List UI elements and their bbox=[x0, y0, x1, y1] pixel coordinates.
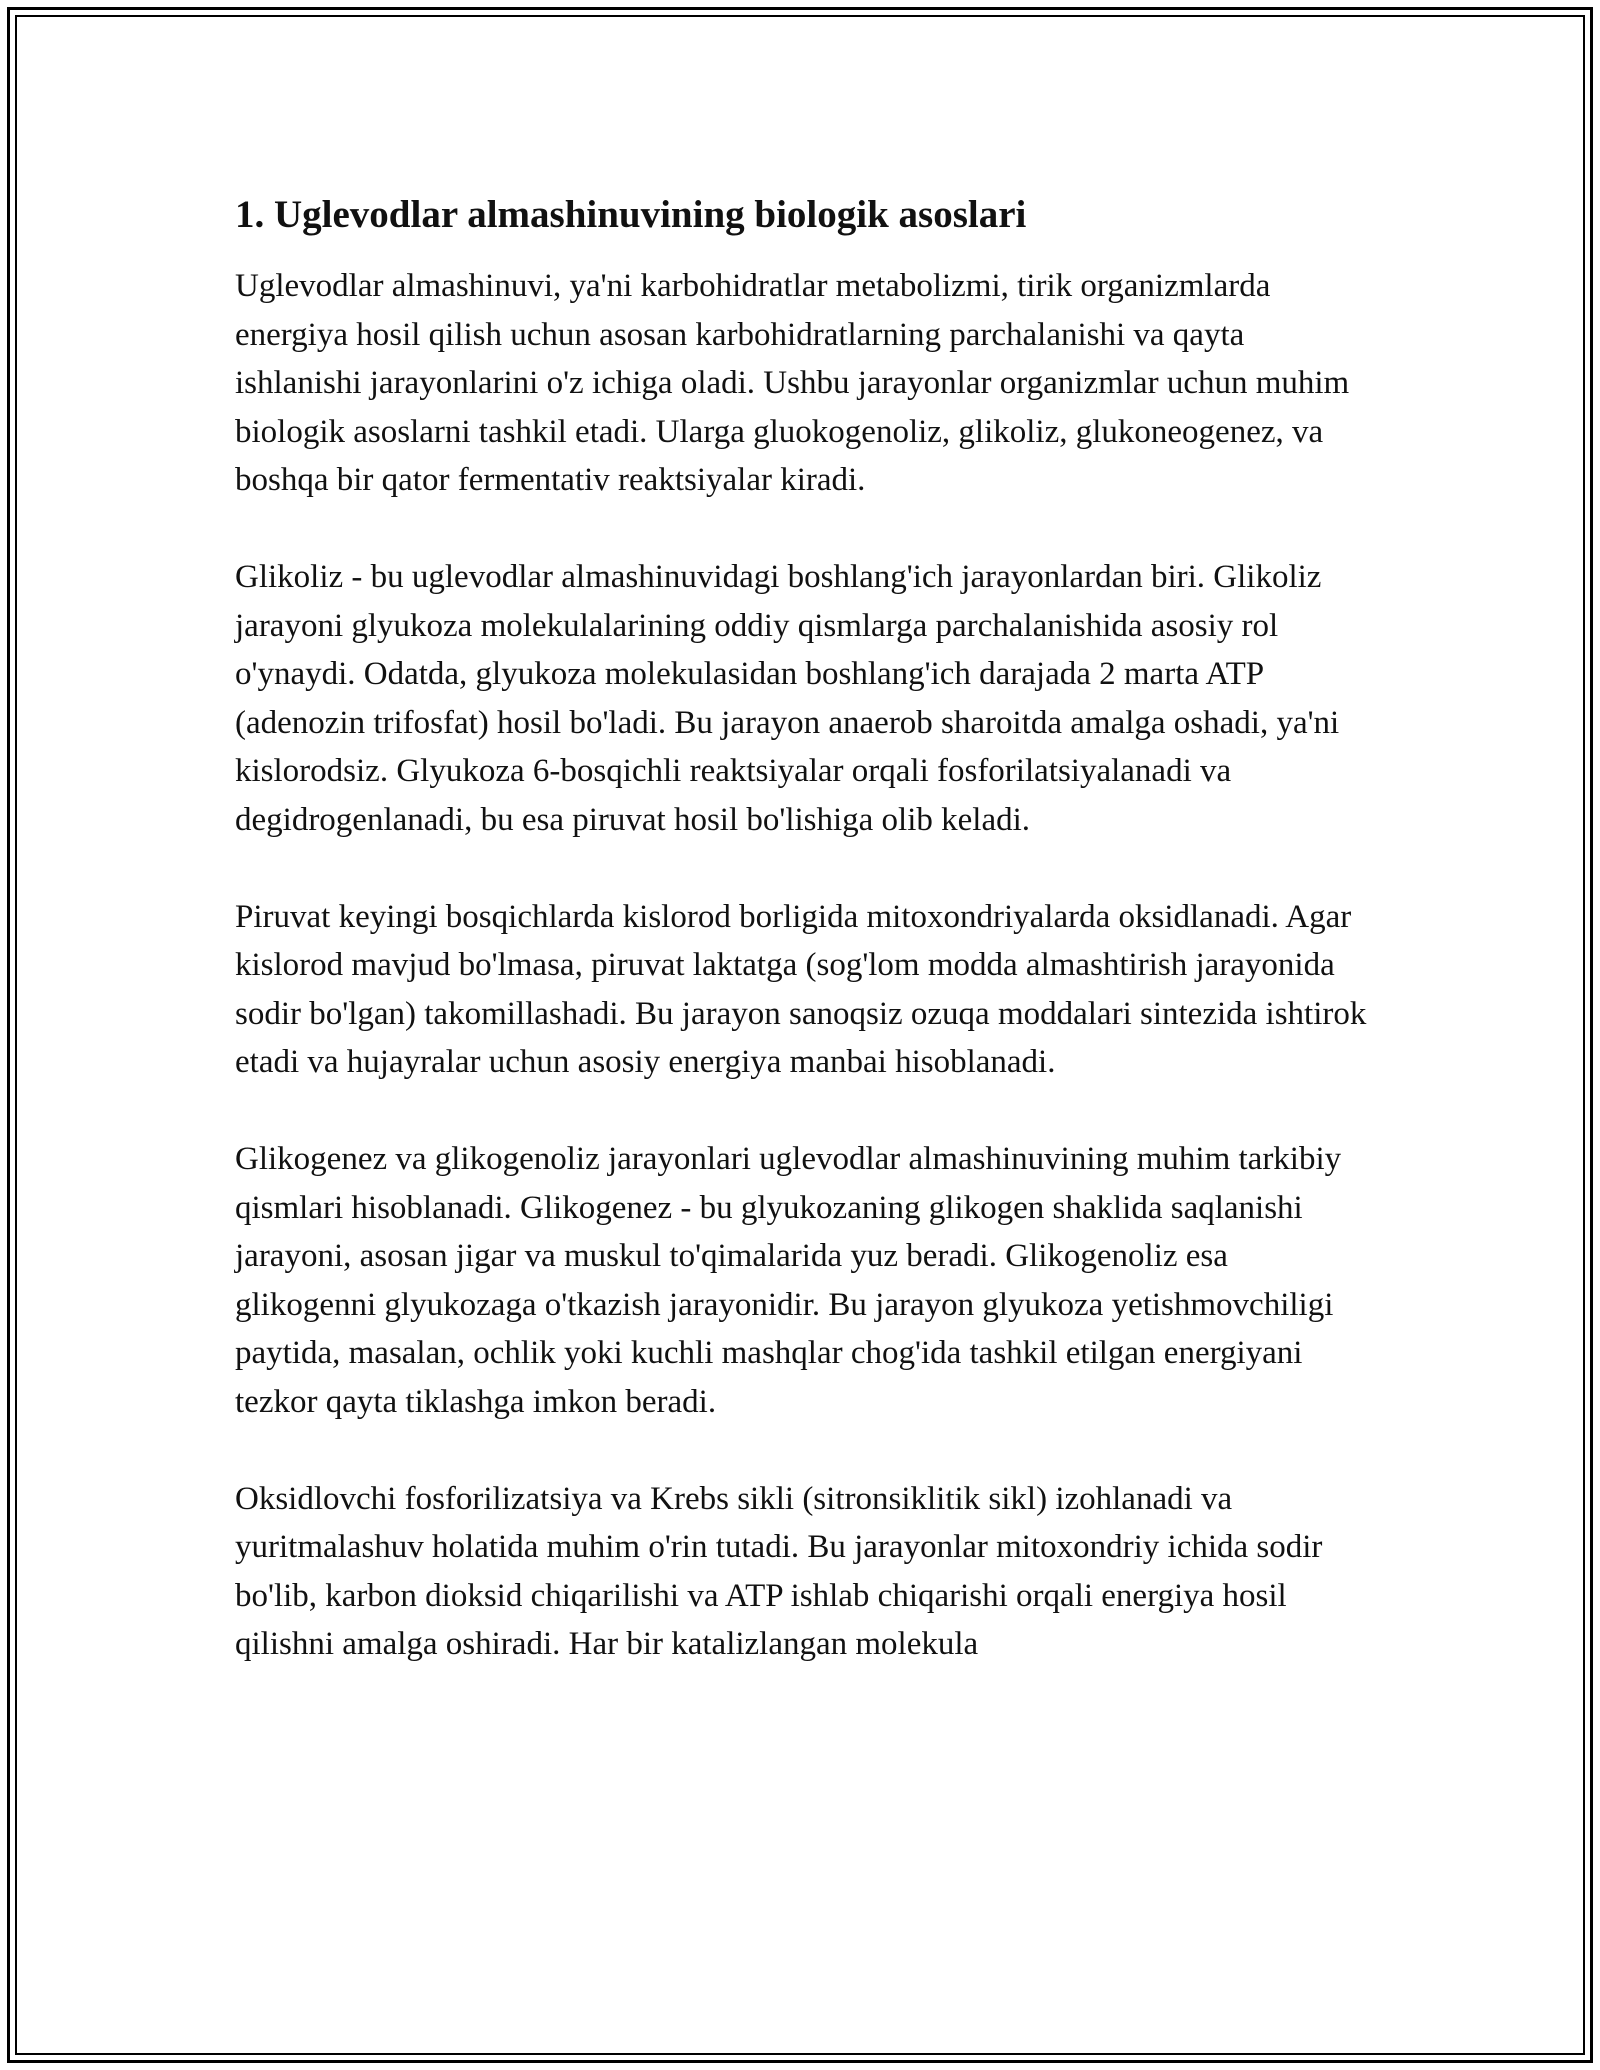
section-heading: 1. Uglevodlar almashinuvining biologik asoslari bbox=[235, 193, 1027, 236]
paragraph-glycolysis: Glikoliz - bu uglevodlar almashinuvidagi boshlang'ich jarayonlardan biri. Glikoliz jarayoni glyukoza molekulalarining oddiy qismlarga parchalanishida asosiy rol o'ynaydi. Odatda, glyukoza molekulasidan boshlang'ich darajada 2 marta ATP (adenozin trifosfat) hosil bo'ladi. Bu jarayon anaerob sharoitda amalga oshadi, ya'ni kislorodsiz. Glyukoza 6-bosqichli reaktsiyalar orqali fosforilatsiyalanadi va degidrogenlanadi, bu esa piruvat hosil bo'lishiga olib keladi. bbox=[235, 559, 1340, 838]
paragraph-oxidative-phosphorylation: Oksidlovchi fosforilizatsiya va Krebs sikli (sitronsiklitik sikl) izohlanadi va yuritmalashuv holatida muhim o'rin tutadi. Bu jarayonlar mitoxondriy ichida sodir bo'lib, karbon dioksid chiqarilishi va ATP ishlab chiqarishi orqali energiya hosil qilishni amalga oshiradi. Har bir katalizlangan molekula bbox=[235, 1480, 1323, 1662]
paragraph-intro: Uglevodlar almashinuvi, ya'ni karbohidratlar metabolizmi, tirik organizmlarda energiya hosil qilish uchun asosan karbohidratlarning parchalanishi va qayta ishlanishi jarayonlarini o'z ichiga oladi. Ushbu jarayonlar organizmlar uchun muhim biologik asoslarni tashkil etadi. Ularga gluokogenoliz, glikoliz, glukoneogenez, va boshqa bir qator fermentativ reaktsiyalar kiradi. bbox=[235, 268, 1350, 498]
paragraph-pyruvate: Piruvat keyingi bosqichlarda kislorod borligida mitoxondriyalarda oksidlanadi. Agar kislorod mavjud bo'lmasa, piruvat laktatga (sog'lom modda almashtirish jarayonida sodir bo'lgan) takomillashadi. Bu jarayon sanoqsiz ozuqa moddalari sintezida ishtirok etadi va hujayralar uchun asosiy energiya manbai hisoblanadi. bbox=[235, 898, 1367, 1080]
paragraph-glycogenesis: Glikogenez va glikogenoliz jarayonlari uglevodlar almashinuvining muhim tarkibiy qismlari hisoblanadi. Glikogenez - bu glyukozaning glikogen shaklida saqlanishi jarayoni, asosan jigar va muskul to'qimalarida yuz beradi. Glikogenoliz esa glikogenni glyukozaga o'tkazish jarayonidir. Bu jarayon glyukoza yetishmovchiligi paytida, masalan, ochlik yoki kuchli mashqlar chog'ida tashkil etilgan energiyani tezkor qayta tiklashga imkon beradi. bbox=[235, 1141, 1342, 1420]
document-body bbox=[235, 190, 1370, 1717]
